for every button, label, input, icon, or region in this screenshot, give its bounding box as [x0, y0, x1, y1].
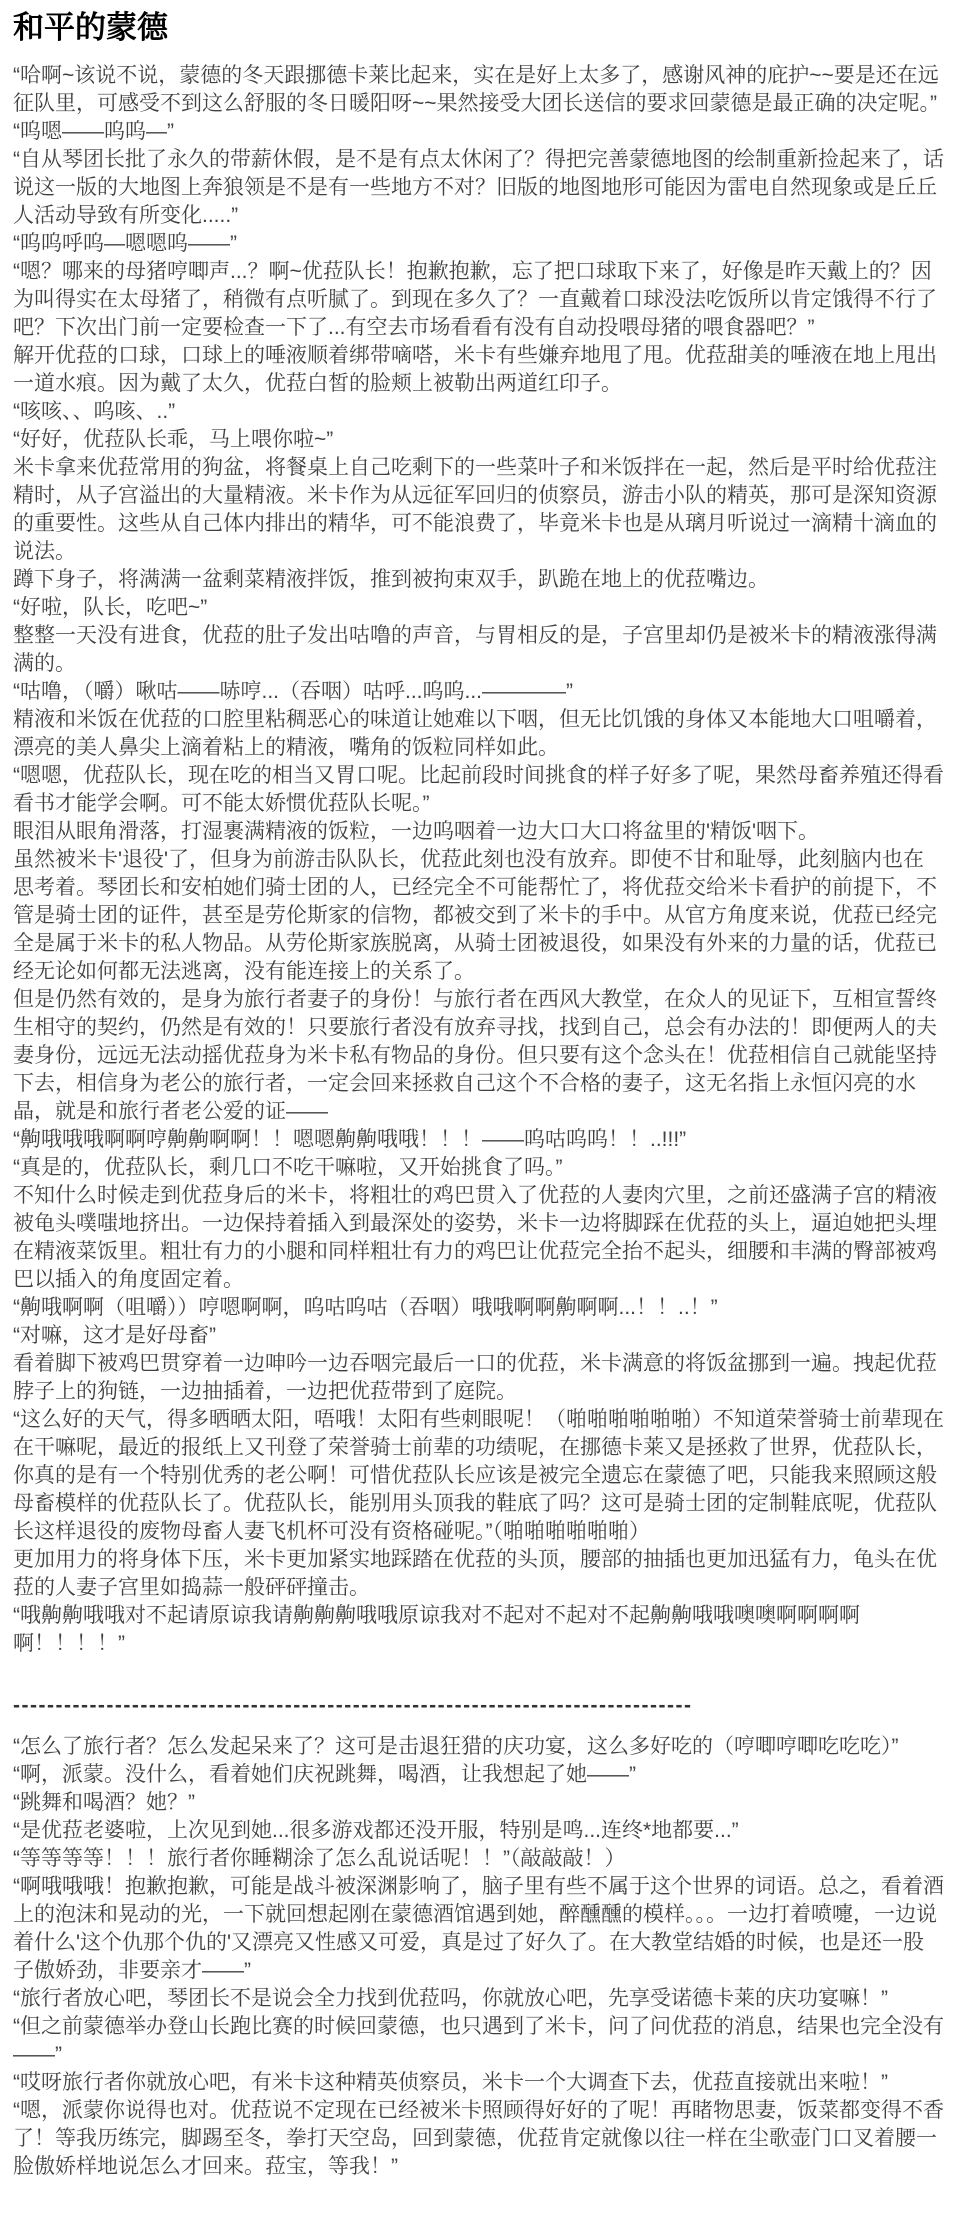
- story-paragraph: 但是仍然有效的，是身为旅行者妻子的身份！与旅行者在西风大教堂，在众人的见证下，互相宣誓终生相守的契约，仍然是有效的！只要旅行者没有放弃寻找，找到自己，总会有办法的！即便两人的夫妻身份，远远无法动摇优菈身为米卡私有物品的身份。但只要有这个念头在！优菈相信自己就能坚持下去，相信身为老公的旅行者，一定会回来拯救自己这个不合格的妻子，这无名指上永恒闪亮的水晶，就是和旅行者老公爱的证——: [13, 988, 937, 1123]
- story-paragraph: “哎呀旅行者你就放心吧，有米卡这种精英侦察员，米卡一个大调查下去，优菈直接就出来啦！”: [13, 2071, 888, 2094]
- story-paragraph: 解开优菈的口球，口球上的唾液顺着绑带嘀嗒，米卡有些嫌弃地甩了甩。优菈甜美的唾液在地上甩出一道水痕。因为戴了太久，优菈白皙的脸颊上被勒出两道红印子。: [13, 344, 937, 395]
- story-paragraph: 米卡拿来优菈常用的狗盆，将餐桌上自己吃剩下的一些菜叶子和米饭拌在一起，然后是平时给优菈注精时，从子宫溢出的大量精液。米卡作为从远征军回归的侦察员，游击小队的精英，那可是深知资源的重要性。这些从自己体内排出的精华，可不能浪费了，毕竟米卡也是从璃月听说过一滴精十滴血的说法。: [13, 456, 937, 563]
- story-paragraph: 整整一天没有进食，优菈的肚子发出咕噜的声音，与胃相反的是，子宫里却仍是被米卡的精液涨得满满的。: [13, 624, 937, 675]
- page-title: 和平的蒙德: [13, 10, 168, 45]
- story-paragraph: “咳咳、、呜咳、..”: [13, 400, 176, 423]
- story-paragraph: “啊，派蒙。没什么，看着她们庆祝跳舞，喝酒，让我想起了她——”: [13, 1763, 636, 1786]
- story-paragraph: “等等等等！！！旅行者你睡糊涂了怎么乱说话呢！！”（敲敲敲！）: [13, 1847, 626, 1870]
- story-paragraph: “自从琴团长批了永久的带薪休假，是不是有点太休闲了？得把完善蒙德地图的绘制重新捡起来了，话说这一版的大地图上奔狼领是不是有一些地方不对？旧版的地图地形可能因为雷电自然现象或是丘丘人活动导致有所变化.....”: [13, 148, 944, 227]
- story-paragraph: “嗯，派蒙你说得也对。优菈说不定现在已经被米卡照顾得好好的了呢！再睹物思妻，饭菜都变得不香了！等我历练完，脚踢至冬，拳打天空岛，回到蒙德，优菈肯定就像以往一样在尘歌壶门口叉着腰一脸傲娇样地说怎么才回来。菈宝，等我！”: [13, 2099, 944, 2178]
- story-paragraph: 精液和米饭在优菈的口腔里粘稠恶心的味道让她难以下咽，但无比饥饿的身体又本能地大口咀嚼着，漂亮的美人鼻尖上滴着粘上的精液，嘴角的饭粒同样如此。: [13, 708, 937, 759]
- story-paragraph: “但之前蒙德举办登山长跑比赛的时候回蒙德，也只遇到了米卡，问了问优菈的消息，结果也完全没有——”: [13, 2015, 944, 2066]
- story-paragraph: 蹲下身子，将满满一盆剩菜精液拌饭，推到被拘束双手，趴跪在地上的优菈嘴边。: [13, 568, 769, 591]
- story-paragraph: 更加用力的将身体下压，米卡更加紧实地踩踏在优菈的头顶，腰部的抽插也更加迅猛有力，龟头在优菈的人妻子宫里如捣蒜一般砰砰撞击。: [13, 1548, 937, 1599]
- story-paragraph: “咕噜，（嚼）啾咕——哧哼...（吞咽）咕呼...呜呜...————”: [13, 680, 573, 703]
- story-paragraph: 不知什么时候走到优菈身后的米卡，将粗壮的鸡巴贯入了优菈的人妻肉穴里，之前还盛满子宫的精液被龟头噗嗤地挤出。一边保持着插入到最深处的姿势，米卡一边将脚踩在优菈的头上，逼迫她把头埋在精液菜饭里。粗壮有力的小腿和同样粗壮有力的鸡巴让优菈完全抬不起头，细腰和丰满的臀部被鸡巴以插入的角度固定着。: [13, 1184, 937, 1291]
- story-paragraph: 虽然被米卡'退役'了，但身为前游击队队长，优菈此刻也没有放弃。即使不甘和耻辱，此刻脑内也在思考着。琴团长和安柏她们骑士团的人，已经完全不可能帮忙了，将优菈交给米卡看护的前提下，不管是骑士团的证件，甚至是劳伦斯家的信物，都被交到了米卡的手中。从官方角度来说，优菈已经完全是属于米卡的私人物品。从劳伦斯家族脱离，从骑士团被退役，如果没有外来的力量的话，优菈已经无论如何都无法逃离，没有能连接上的关系了。: [13, 848, 937, 983]
- story-paragraph: “旅行者放心吧，琴团长不是说会全力找到优菈吗，你就放心吧，先享受诺德卡莱的庆功宴嘛！”: [13, 1987, 888, 2010]
- story-paragraph: “真是的，优菈队长，剩几口不吃干嘛啦，又开始挑食了吗。”: [13, 1156, 563, 1179]
- story-paragraph: “齁哦哦哦啊啊哼齁齁啊啊！！嗯嗯齁齁哦哦！！！——呜咕呜呜！！..!!!”: [13, 1128, 687, 1151]
- story-paragraph: “是优菈老婆啦，上次见到她...很多游戏都还没开服，特别是鸣...连终*地都要...”: [13, 1819, 739, 1842]
- story-paragraph: “好啦，队长，吃吧~”: [13, 596, 208, 619]
- story-paragraph: 看着脚下被鸡巴贯穿着一边呻吟一边吞咽完最后一口的优菈，米卡满意的将饭盆挪到一遍。拽起优菈脖子上的狗链，一边抽插着，一边把优菈带到了庭院。: [13, 1352, 937, 1403]
- story-paragraph: “呜嗯——呜呜—”: [13, 120, 174, 143]
- story-paragraph: “呜呜呼呜—嗯嗯呜——”: [13, 232, 237, 255]
- story-paragraph: “嗯？哪来的母猪哼唧声...？啊~优菈队长！抱歉抱歉，忘了把口球取下来了，好像是昨天戴上的？因为叫得实在太母猪了，稍微有点听腻了。到现在多久了？一直戴着口球没法吃饭所以肯定饿得不行了吧？下次出门前一定要检查一下了...有空去市场看看有没有自动投喂母猪的喂食器吧？”: [13, 260, 937, 339]
- section-divider: --------------------------------------------------------------------------------: [13, 1694, 693, 1717]
- story-paragraph: “嗯嗯，优菈队长，现在吃的相当又胃口呢。比起前段时间挑食的样子好多了呢，果然母畜养殖还得看看书才能学会啊。可不能太娇惯优菈队长呢。”: [13, 764, 944, 815]
- story-paragraph: “好好，优菈队长乖，马上喂你啦~”: [13, 428, 334, 451]
- story-paragraph: “啊哦哦哦！抱歉抱歉，可能是战斗被深渊影响了，脑子里有些不属于这个世界的词语。总之，看着酒上的泡沫和晃动的光，一下就回想起刚在蒙德酒馆遇到她，醉醺醺的模样。。。一边打着喷嚏，一边说着什么'这个仇那个仇的'又漂亮又性感又可爱，真是过了好久了。在大教堂结婚的时候，也是还一股子傲娇劲，非要亲才——”: [13, 1875, 944, 1982]
- story-paragraph: “对嘛，这才是好母畜”: [13, 1324, 216, 1347]
- story-paragraph: “跳舞和喝酒？她？”: [13, 1791, 195, 1814]
- story-paragraph: “哦齁齁哦哦对不起请原谅我请齁齁齁哦哦原谅我对不起对不起对不起齁齁哦哦噢噢啊啊啊啊啊！！！！”: [13, 1604, 860, 1655]
- story-paragraph: “这么好的天气，得多晒晒太阳，唔哦！太阳有些刺眼呢！（啪啪啪啪啪啪）不知道荣誉骑士前辈现在在干嘛呢，最近的报纸上又刊登了荣誉骑士前辈的功绩呢，在挪德卡莱又是拯救了世界，优菈队长，你真的是有一个特别优秀的老公啊！可惜优菈队长应该是被完全遗忘在蒙德了吧，只能我来照顾这般母畜模样的优菈队长了。优菈队长，能别用头顶我的鞋底了吗？这可是骑士团的定制鞋底呢，优菈队长这样退役的废物母畜人妻飞机杯可没有资格碰呢。”（啪啪啪啪啪啪）: [13, 1408, 944, 1543]
- story-paragraph: “哈啊~该说不说，蒙德的冬天跟挪德卡莱比起来，实在是好上太多了，感谢风神的庇护~~要是还在远征队里，可感受不到这么舒服的冬日暖阳呀~~果然接受大团长送信的要求回蒙德是最正确的决定呢。”: [13, 64, 939, 115]
- story-paragraph: 眼泪从眼角滑落，打湿裹满精液的饭粒，一边呜咽着一边大口大口将盆里的'精饭'咽下。: [13, 820, 820, 843]
- story-paragraph: “齁哦啊啊（咀嚼））哼嗯啊啊，呜咕呜咕（吞咽）哦哦啊啊齁啊啊...！！..！”: [13, 1296, 718, 1319]
- story-body: [13, 62, 944, 2181]
- story-paragraph: “怎么了旅行者？怎么发起呆来了？这可是击退狂猎的庆功宴，这么多好吃的（哼唧哼唧吃吃吃）”: [13, 1735, 899, 1758]
